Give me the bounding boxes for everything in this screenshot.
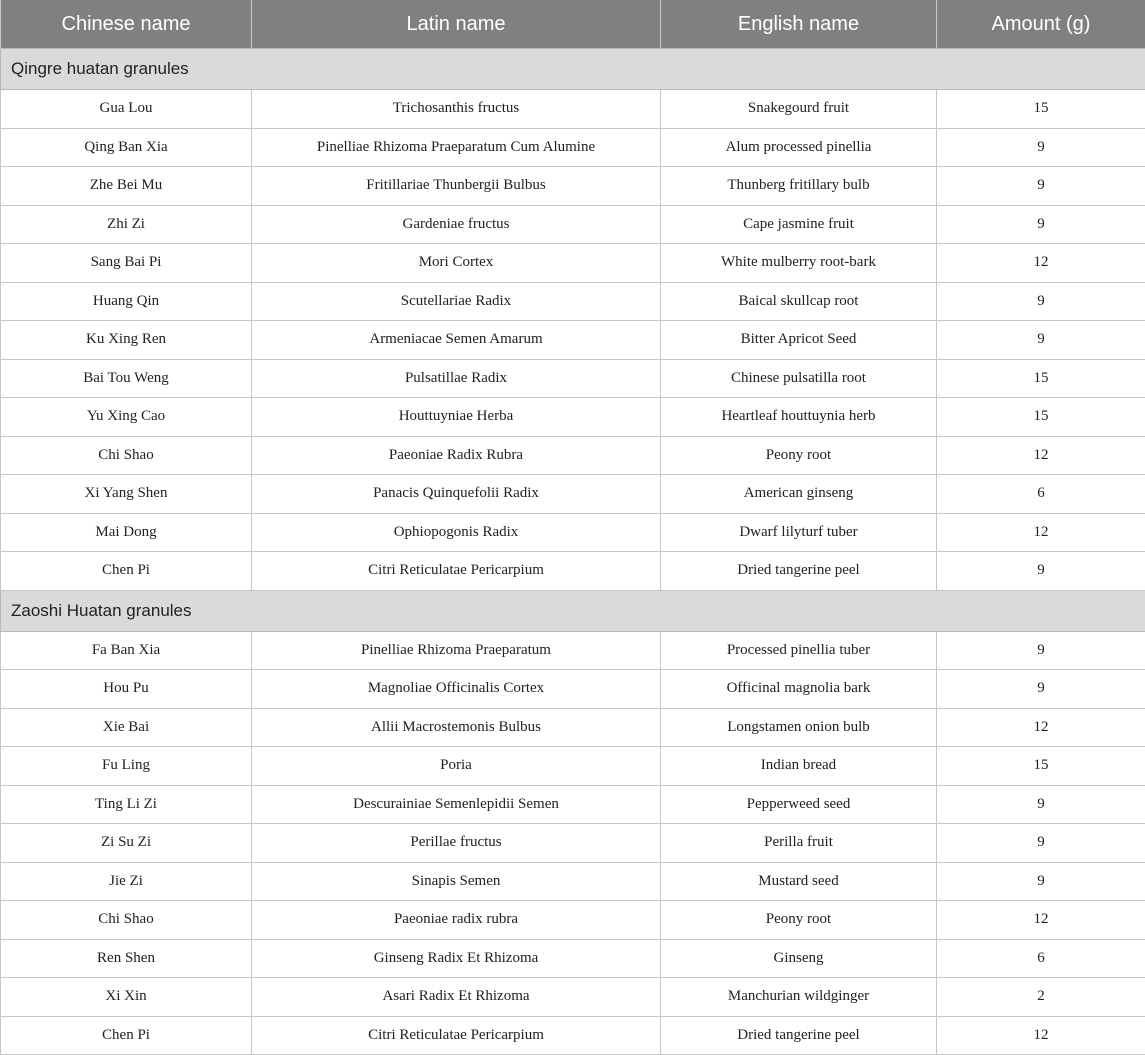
- table-row: [1, 631, 1145, 670]
- amount-cell: 15: [937, 398, 1145, 437]
- latin-name-cell: Trichosanthis fructus: [252, 90, 661, 129]
- amount-cell: 12: [937, 436, 1145, 475]
- english-name-cell: American ginseng: [661, 475, 937, 514]
- amount-cell: 9: [937, 824, 1145, 863]
- table-row: [1, 670, 1145, 709]
- latin-name-cell: Gardeniae fructus: [252, 205, 661, 244]
- amount-cell: 9: [937, 205, 1145, 244]
- amount-cell: 12: [937, 244, 1145, 283]
- chinese-name-cell: Ting Li Zi: [1, 785, 252, 824]
- group-title: Zaoshi Huatan granules: [1, 590, 1145, 631]
- table-row: [1, 475, 1145, 514]
- latin-name-cell: Ophiopogonis Radix: [252, 513, 661, 552]
- chinese-name-cell: Mai Dong: [1, 513, 252, 552]
- amount-cell: 9: [937, 167, 1145, 206]
- english-name-cell: White mulberry root-bark: [661, 244, 937, 283]
- english-name-cell: Peony root: [661, 436, 937, 475]
- table-row: [1, 862, 1145, 901]
- chinese-name-cell: Bai Tou Weng: [1, 359, 252, 398]
- latin-name-cell: Poria: [252, 747, 661, 786]
- table-row: [1, 90, 1145, 129]
- english-name-cell: Processed pinellia tuber: [661, 631, 937, 670]
- amount-cell: 9: [937, 670, 1145, 709]
- amount-cell: 9: [937, 321, 1145, 360]
- latin-name-cell: Fritillariae Thunbergii Bulbus: [252, 167, 661, 206]
- chinese-name-cell: Xi Yang Shen: [1, 475, 252, 514]
- chinese-name-cell: Chen Pi: [1, 552, 252, 591]
- latin-name-cell: Scutellariae Radix: [252, 282, 661, 321]
- amount-cell: 9: [937, 785, 1145, 824]
- amount-cell: 12: [937, 708, 1145, 747]
- latin-name-cell: Armeniacae Semen Amarum: [252, 321, 661, 360]
- table-row: [1, 321, 1145, 360]
- chinese-name-cell: Huang Qin: [1, 282, 252, 321]
- english-name-cell: Snakegourd fruit: [661, 90, 937, 129]
- latin-name-cell: Magnoliae Officinalis Cortex: [252, 670, 661, 709]
- english-name-cell: Dried tangerine peel: [661, 552, 937, 591]
- latin-name-cell: Ginseng Radix Et Rhizoma: [252, 939, 661, 978]
- group-header-row: [1, 590, 1145, 631]
- table-body: [1, 49, 1145, 1055]
- english-name-cell: Perilla fruit: [661, 824, 937, 863]
- table-row: [1, 785, 1145, 824]
- amount-cell: 15: [937, 90, 1145, 129]
- english-name-cell: Bitter Apricot Seed: [661, 321, 937, 360]
- table-row: [1, 244, 1145, 283]
- table-row: [1, 513, 1145, 552]
- table-row: [1, 747, 1145, 786]
- chinese-name-cell: Chi Shao: [1, 436, 252, 475]
- latin-name-cell: Allii Macrostemonis Bulbus: [252, 708, 661, 747]
- amount-cell: 15: [937, 747, 1145, 786]
- amount-cell: 6: [937, 939, 1145, 978]
- chinese-name-cell: Xi Xin: [1, 978, 252, 1017]
- chinese-name-cell: Chen Pi: [1, 1016, 252, 1055]
- chinese-name-cell: Sang Bai Pi: [1, 244, 252, 283]
- latin-name-cell: Pinelliae Rhizoma Praeparatum: [252, 631, 661, 670]
- amount-cell: 9: [937, 862, 1145, 901]
- english-name-cell: Baical skullcap root: [661, 282, 937, 321]
- header-english-name: English name: [661, 0, 937, 49]
- english-name-cell: Officinal magnolia bark: [661, 670, 937, 709]
- chinese-name-cell: Ku Xing Ren: [1, 321, 252, 360]
- group-header-row: [1, 49, 1145, 90]
- latin-name-cell: Pulsatillae Radix: [252, 359, 661, 398]
- chinese-name-cell: Zhi Zi: [1, 205, 252, 244]
- amount-cell: 12: [937, 1016, 1145, 1055]
- group-title: Qingre huatan granules: [1, 49, 1145, 90]
- chinese-name-cell: Fa Ban Xia: [1, 631, 252, 670]
- chinese-name-cell: Gua Lou: [1, 90, 252, 129]
- amount-cell: 12: [937, 513, 1145, 552]
- chinese-name-cell: Hou Pu: [1, 670, 252, 709]
- amount-cell: 15: [937, 359, 1145, 398]
- amount-cell: 9: [937, 552, 1145, 591]
- latin-name-cell: Descurainiae Semenlepidii Semen: [252, 785, 661, 824]
- latin-name-cell: Houttuyniae Herba: [252, 398, 661, 437]
- english-name-cell: Heartleaf houttuynia herb: [661, 398, 937, 437]
- english-name-cell: Dried tangerine peel: [661, 1016, 937, 1055]
- table-row: [1, 939, 1145, 978]
- english-name-cell: Pepperweed seed: [661, 785, 937, 824]
- latin-name-cell: Citri Reticulatae Pericarpium: [252, 1016, 661, 1055]
- amount-cell: 2: [937, 978, 1145, 1017]
- chinese-name-cell: Xie Bai: [1, 708, 252, 747]
- table-row: [1, 282, 1145, 321]
- chinese-name-cell: Yu Xing Cao: [1, 398, 252, 437]
- latin-name-cell: Paeoniae Radix Rubra: [252, 436, 661, 475]
- header-latin-name: Latin name: [252, 0, 661, 49]
- chinese-name-cell: Ren Shen: [1, 939, 252, 978]
- latin-name-cell: Citri Reticulatae Pericarpium: [252, 552, 661, 591]
- english-name-cell: Chinese pulsatilla root: [661, 359, 937, 398]
- table-row: [1, 436, 1145, 475]
- amount-cell: 9: [937, 631, 1145, 670]
- table-row: [1, 359, 1145, 398]
- english-name-cell: Cape jasmine fruit: [661, 205, 937, 244]
- table-row: [1, 128, 1145, 167]
- table-row: [1, 901, 1145, 940]
- english-name-cell: Longstamen onion bulb: [661, 708, 937, 747]
- english-name-cell: Indian bread: [661, 747, 937, 786]
- latin-name-cell: Asari Radix Et Rhizoma: [252, 978, 661, 1017]
- table-row: [1, 205, 1145, 244]
- table-row: [1, 1016, 1145, 1055]
- english-name-cell: Mustard seed: [661, 862, 937, 901]
- latin-name-cell: Sinapis Semen: [252, 862, 661, 901]
- header-row: [1, 0, 1145, 49]
- amount-cell: 9: [937, 128, 1145, 167]
- table-row: [1, 398, 1145, 437]
- table-row: [1, 978, 1145, 1017]
- table-row: [1, 708, 1145, 747]
- chinese-name-cell: Jie Zi: [1, 862, 252, 901]
- chinese-name-cell: Fu Ling: [1, 747, 252, 786]
- latin-name-cell: Mori Cortex: [252, 244, 661, 283]
- english-name-cell: Dwarf lilyturf tuber: [661, 513, 937, 552]
- table-row: [1, 167, 1145, 206]
- latin-name-cell: Pinelliae Rhizoma Praeparatum Cum Alumine: [252, 128, 661, 167]
- latin-name-cell: Panacis Quinquefolii Radix: [252, 475, 661, 514]
- latin-name-cell: Perillae fructus: [252, 824, 661, 863]
- header-amount: Amount (g): [937, 0, 1145, 49]
- english-name-cell: Thunberg fritillary bulb: [661, 167, 937, 206]
- chinese-name-cell: Zhe Bei Mu: [1, 167, 252, 206]
- latin-name-cell: Paeoniae radix rubra: [252, 901, 661, 940]
- english-name-cell: Peony root: [661, 901, 937, 940]
- chinese-name-cell: Chi Shao: [1, 901, 252, 940]
- english-name-cell: Alum processed pinellia: [661, 128, 937, 167]
- amount-cell: 6: [937, 475, 1145, 514]
- amount-cell: 12: [937, 901, 1145, 940]
- table-row: [1, 552, 1145, 591]
- header-chinese-name: Chinese name: [1, 0, 252, 49]
- table-row: [1, 824, 1145, 863]
- english-name-cell: Ginseng: [661, 939, 937, 978]
- chinese-name-cell: Zi Su Zi: [1, 824, 252, 863]
- chinese-name-cell: Qing Ban Xia: [1, 128, 252, 167]
- english-name-cell: Manchurian wildginger: [661, 978, 937, 1017]
- amount-cell: 9: [937, 282, 1145, 321]
